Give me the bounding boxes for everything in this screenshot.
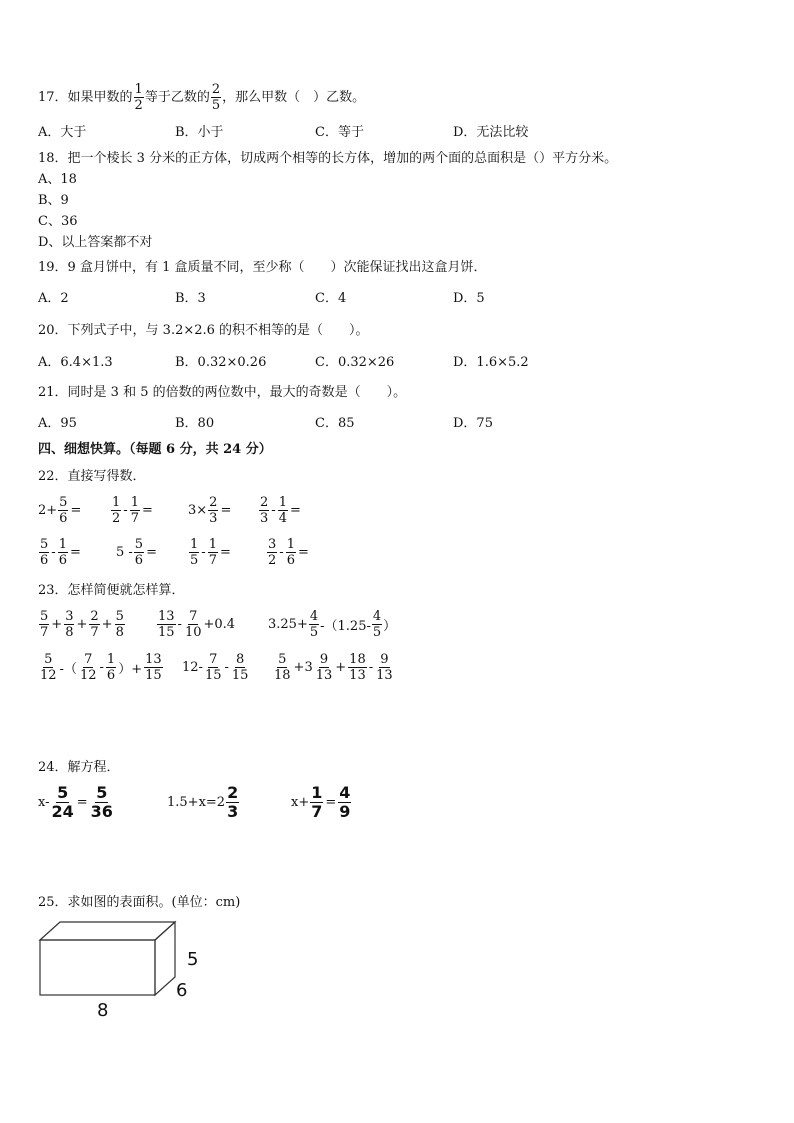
q22-expression-8: $\frac{3}{2}$ - $\frac{1}{6}$ =	[268, 537, 309, 568]
q17-mid: 等于乙数的	[144, 90, 210, 105]
q17-option-c: C．等于	[315, 125, 364, 140]
question-22: 22．直接写得数．	[38, 469, 146, 484]
q21-option-b: B．80	[175, 416, 215, 431]
q22-expression-5: $\frac{5}{6}$ - $\frac{1}{6}$ =	[40, 537, 81, 568]
q17-fraction-2: $\frac{2}{5}$	[211, 82, 221, 113]
q22-expression-6: 5 - $\frac{5}{6}$ =	[116, 537, 157, 568]
q20-option-b: B．0.32×0.26	[175, 355, 267, 370]
q23-expression-5: 12- $\frac{7}{15}$ - $\frac{8}{15}$	[182, 652, 249, 683]
question-23: 23．怎样简便就怎样算．	[38, 583, 185, 598]
section-4-heading: 四、细想快算。（每题 6 分，共 24 分）	[38, 442, 272, 457]
q21-option-d: D．75	[453, 416, 493, 431]
q17-option-a: A．大于	[38, 125, 87, 140]
q21-option-a: A．95	[38, 416, 77, 431]
cuboid-front-face	[40, 940, 155, 995]
q20-option-c: C．0.32×26	[315, 355, 395, 370]
q19-option-c: C．4	[315, 291, 347, 306]
q17-suffix: ，那么甲数（ ）乙数。	[222, 90, 366, 105]
depth-label: 6	[176, 980, 188, 1001]
q22-expression-3: 3× $\frac{2}{3}$ =	[188, 495, 232, 526]
q18-option-d: D、以上答案都不对	[38, 235, 153, 250]
q19-option-a: A．2	[38, 291, 69, 306]
q23-expression-1: $\frac{5}{7}$ + $\frac{3}{8}$ + $\frac{2}{7}$ + $\frac{5}{8}$	[40, 609, 124, 640]
height-label: 5	[187, 949, 199, 970]
q22-expression-1: 2+ $\frac{5}{6}$ =	[38, 495, 82, 526]
question-20: 20．下列式子中，与 3.2×2.6 的积不相等的是（ ）。	[38, 323, 369, 338]
q22-expression-4: $\frac{2}{3}$ - $\frac{1}{4}$ =	[260, 495, 301, 526]
q22-expression-2: $\frac{1}{2}$ - $\frac{1}{7}$ =	[112, 495, 153, 526]
q18-option-a: A、18	[38, 172, 77, 187]
q17-fraction-1: $\frac{1}{2}$	[134, 82, 143, 113]
q17-option-b: B．小于	[175, 125, 224, 140]
question-21: 21．同时是 3 和 5 的倍数的两位数中，最大的奇数是（ ）。	[38, 385, 407, 400]
q18-option-c: C、36	[38, 214, 78, 229]
q19-option-d: D．5	[453, 291, 485, 306]
q23-expression-6: $\frac{5}{18}$ +3 $\frac{9}{13}$ + $\frac{18}{13}$ - $\frac{9}{13}$	[274, 652, 393, 683]
q24-equation-2: 1.5+x=2 $\frac{2}{3}$	[167, 783, 239, 821]
q19-option-b: B．3	[175, 291, 206, 306]
q23-expression-4: $\frac{5}{12}$ -（ $\frac{7}{12}$ - $\frac{1}{6}$ ）+ $\frac{13}{15}$	[40, 652, 162, 683]
q17-option-d: D．无法比较	[453, 125, 529, 140]
question-18: 18．把一个棱长 3 分米的正方体，切成两个相等的长方体，增加的两个面的总面积是（）平方分米。	[38, 151, 618, 166]
question-17	[38, 82, 365, 113]
q24-equation-3: x+ $\frac{1}{7}$ = $\frac{4}{9}$	[291, 783, 351, 821]
question-25: 25．求如图的表面积。(单位：cm)	[38, 895, 241, 910]
q18-option-b: B、9	[38, 193, 69, 208]
q24-equation-1: x- $\frac{5}{24}$ = $\frac{5}{36}$	[38, 783, 113, 821]
length-label: 8	[97, 1000, 109, 1021]
q23-expression-3: 3.25+ $\frac{4}{5}$ -（1.25- $\frac{4}{5}$ ）	[268, 609, 397, 640]
q20-option-a: A．6.4×1.3	[38, 355, 113, 370]
q22-expression-7: $\frac{1}{5}$ - $\frac{1}{7}$ =	[190, 537, 231, 568]
q23-expression-2: $\frac{13}{15}$ - $\frac{7}{10}$ +0.4	[158, 609, 236, 640]
cuboid-figure	[30, 915, 230, 1025]
cuboid-top-face	[40, 922, 175, 940]
question-24: 24．解方程．	[38, 760, 120, 775]
question-19: 19．9 盒月饼中，有 1 盒质量不同，至少称（ ）次能保证找出这盒月饼．	[38, 260, 487, 275]
cuboid-side-face	[155, 922, 175, 995]
q17-prefix: 17．如果甲数的	[38, 90, 133, 105]
q21-option-c: C．85	[315, 416, 355, 431]
q20-option-d: D．1.6×5.2	[453, 355, 529, 370]
